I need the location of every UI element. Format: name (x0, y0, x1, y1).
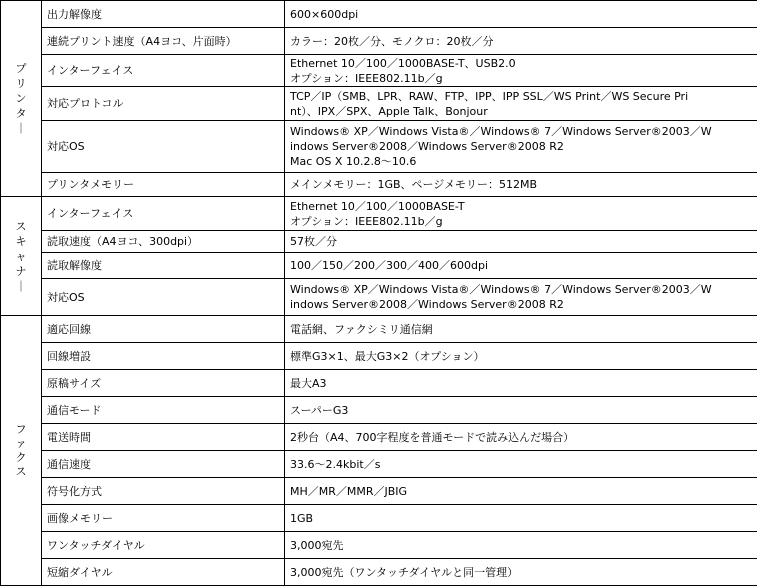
category-char: ｜ (6, 121, 36, 136)
table-row (1, 532, 757, 559)
category-char: リ (6, 76, 36, 91)
row-label: 読取解像度 (42, 253, 285, 279)
table-row (1, 28, 757, 55)
category-char: ｜ (6, 279, 36, 294)
row-label: 回線増設 (42, 343, 285, 370)
category-char: ャ (6, 249, 36, 264)
row-value: 電話網、ファクシミリ通信網 (285, 316, 757, 343)
row-label: インターフェイス (42, 55, 285, 87)
row-value: TCP／IP（SMB、LPR、RAW、FTP、IPP、IPP SSL／WS Print／WS Secure Pri nt）、IPX／SPX、Apple Talk、Bonjour (285, 87, 757, 121)
row-label: 対応プロトコル (42, 87, 285, 121)
category-char: フ (6, 423, 36, 437)
table-row (1, 197, 757, 231)
row-value: 標準G3×1、最大G3×2（オプション） (285, 343, 757, 370)
row-value: 2秒台（A4、700字程度を普通モードで読み込んだ場合） (285, 424, 757, 451)
row-label: 対応OS (42, 279, 285, 316)
table-row (1, 478, 757, 505)
category-char: ァ (6, 437, 36, 451)
category-fax (1, 316, 42, 586)
row-value: Windows® XP／Windows Vista®／Windows® 7／Windows Server®2003／W indows Server®2008／Windows Server®2008 R2 Mac OS X 10.2.8～10.6 (285, 121, 757, 173)
table-row (1, 121, 757, 173)
table-row (1, 397, 757, 424)
row-value: 3,000宛先 (285, 532, 757, 559)
row-value: 600×600dpi (285, 1, 757, 28)
table-row (1, 559, 757, 586)
row-label: 原稿サイズ (42, 370, 285, 397)
row-value: スーパーG3 (285, 397, 757, 424)
row-label: 電送時間 (42, 424, 285, 451)
table-row (1, 343, 757, 370)
category-char: ナ (6, 264, 36, 279)
row-value: 100／150／200／300／400／600dpi (285, 253, 757, 279)
row-value: Ethernet 10／100／1000BASE-T オプション：IEEE802.11b／g (285, 197, 757, 231)
category-char: ク (6, 451, 36, 465)
table-row (1, 451, 757, 478)
row-value: 最大A3 (285, 370, 757, 397)
category-char: ン (6, 91, 36, 106)
table-row (1, 1, 757, 28)
row-label: プリンタメモリー (42, 173, 285, 197)
row-label: 読取速度（A4ヨコ、300dpi） (42, 231, 285, 253)
row-value: 33.6～2.4kbit／s (285, 451, 757, 478)
row-value: 1GB (285, 505, 757, 532)
row-label: 出力解像度 (42, 1, 285, 28)
category-char: タ (6, 106, 36, 121)
row-value: メインメモリー：1GB、ページメモリー：512MB (285, 173, 757, 197)
row-label: 対応OS (42, 121, 285, 173)
row-value: MH／MR／MMR／JBIG (285, 478, 757, 505)
table-row (1, 505, 757, 532)
table-row (1, 231, 757, 253)
row-value: カラー：20枚／分、モノクロ：20枚／分 (285, 28, 757, 55)
row-label: 短縮ダイヤル (42, 559, 285, 586)
table-row (1, 370, 757, 397)
row-value: 3,000宛先（ワンタッチダイヤルと同一管理） (285, 559, 757, 586)
row-label: 適応回線 (42, 316, 285, 343)
category-char: ス (6, 219, 36, 234)
table-row (1, 279, 757, 316)
row-label: 通信モード (42, 397, 285, 424)
row-value: 57枚／分 (285, 231, 757, 253)
table-row (1, 173, 757, 197)
row-label: 画像メモリー (42, 505, 285, 532)
row-label: 通信速度 (42, 451, 285, 478)
category-scanner (1, 197, 42, 316)
category-char: ス (6, 465, 36, 479)
table-row (1, 253, 757, 279)
table-row (1, 424, 757, 451)
row-value: Ethernet 10／100／1000BASE-T、USB2.0 オプション：IEEE802.11b／g (285, 55, 757, 87)
table-row (1, 87, 757, 121)
category-printer (1, 1, 42, 197)
row-label: 符号化方式 (42, 478, 285, 505)
category-char: キ (6, 234, 36, 249)
category-char: プ (6, 61, 36, 76)
row-label: インターフェイス (42, 197, 285, 231)
row-label: 連続プリント速度（A4ヨコ、片面時） (42, 28, 285, 55)
table-row (1, 55, 757, 87)
row-label: ワンタッチダイヤル (42, 532, 285, 559)
table-row (1, 316, 757, 343)
row-value: Windows® XP／Windows Vista®／Windows® 7／Windows Server®2003／W indows Server®2008／Windows Server®2008 R2 (285, 279, 757, 316)
